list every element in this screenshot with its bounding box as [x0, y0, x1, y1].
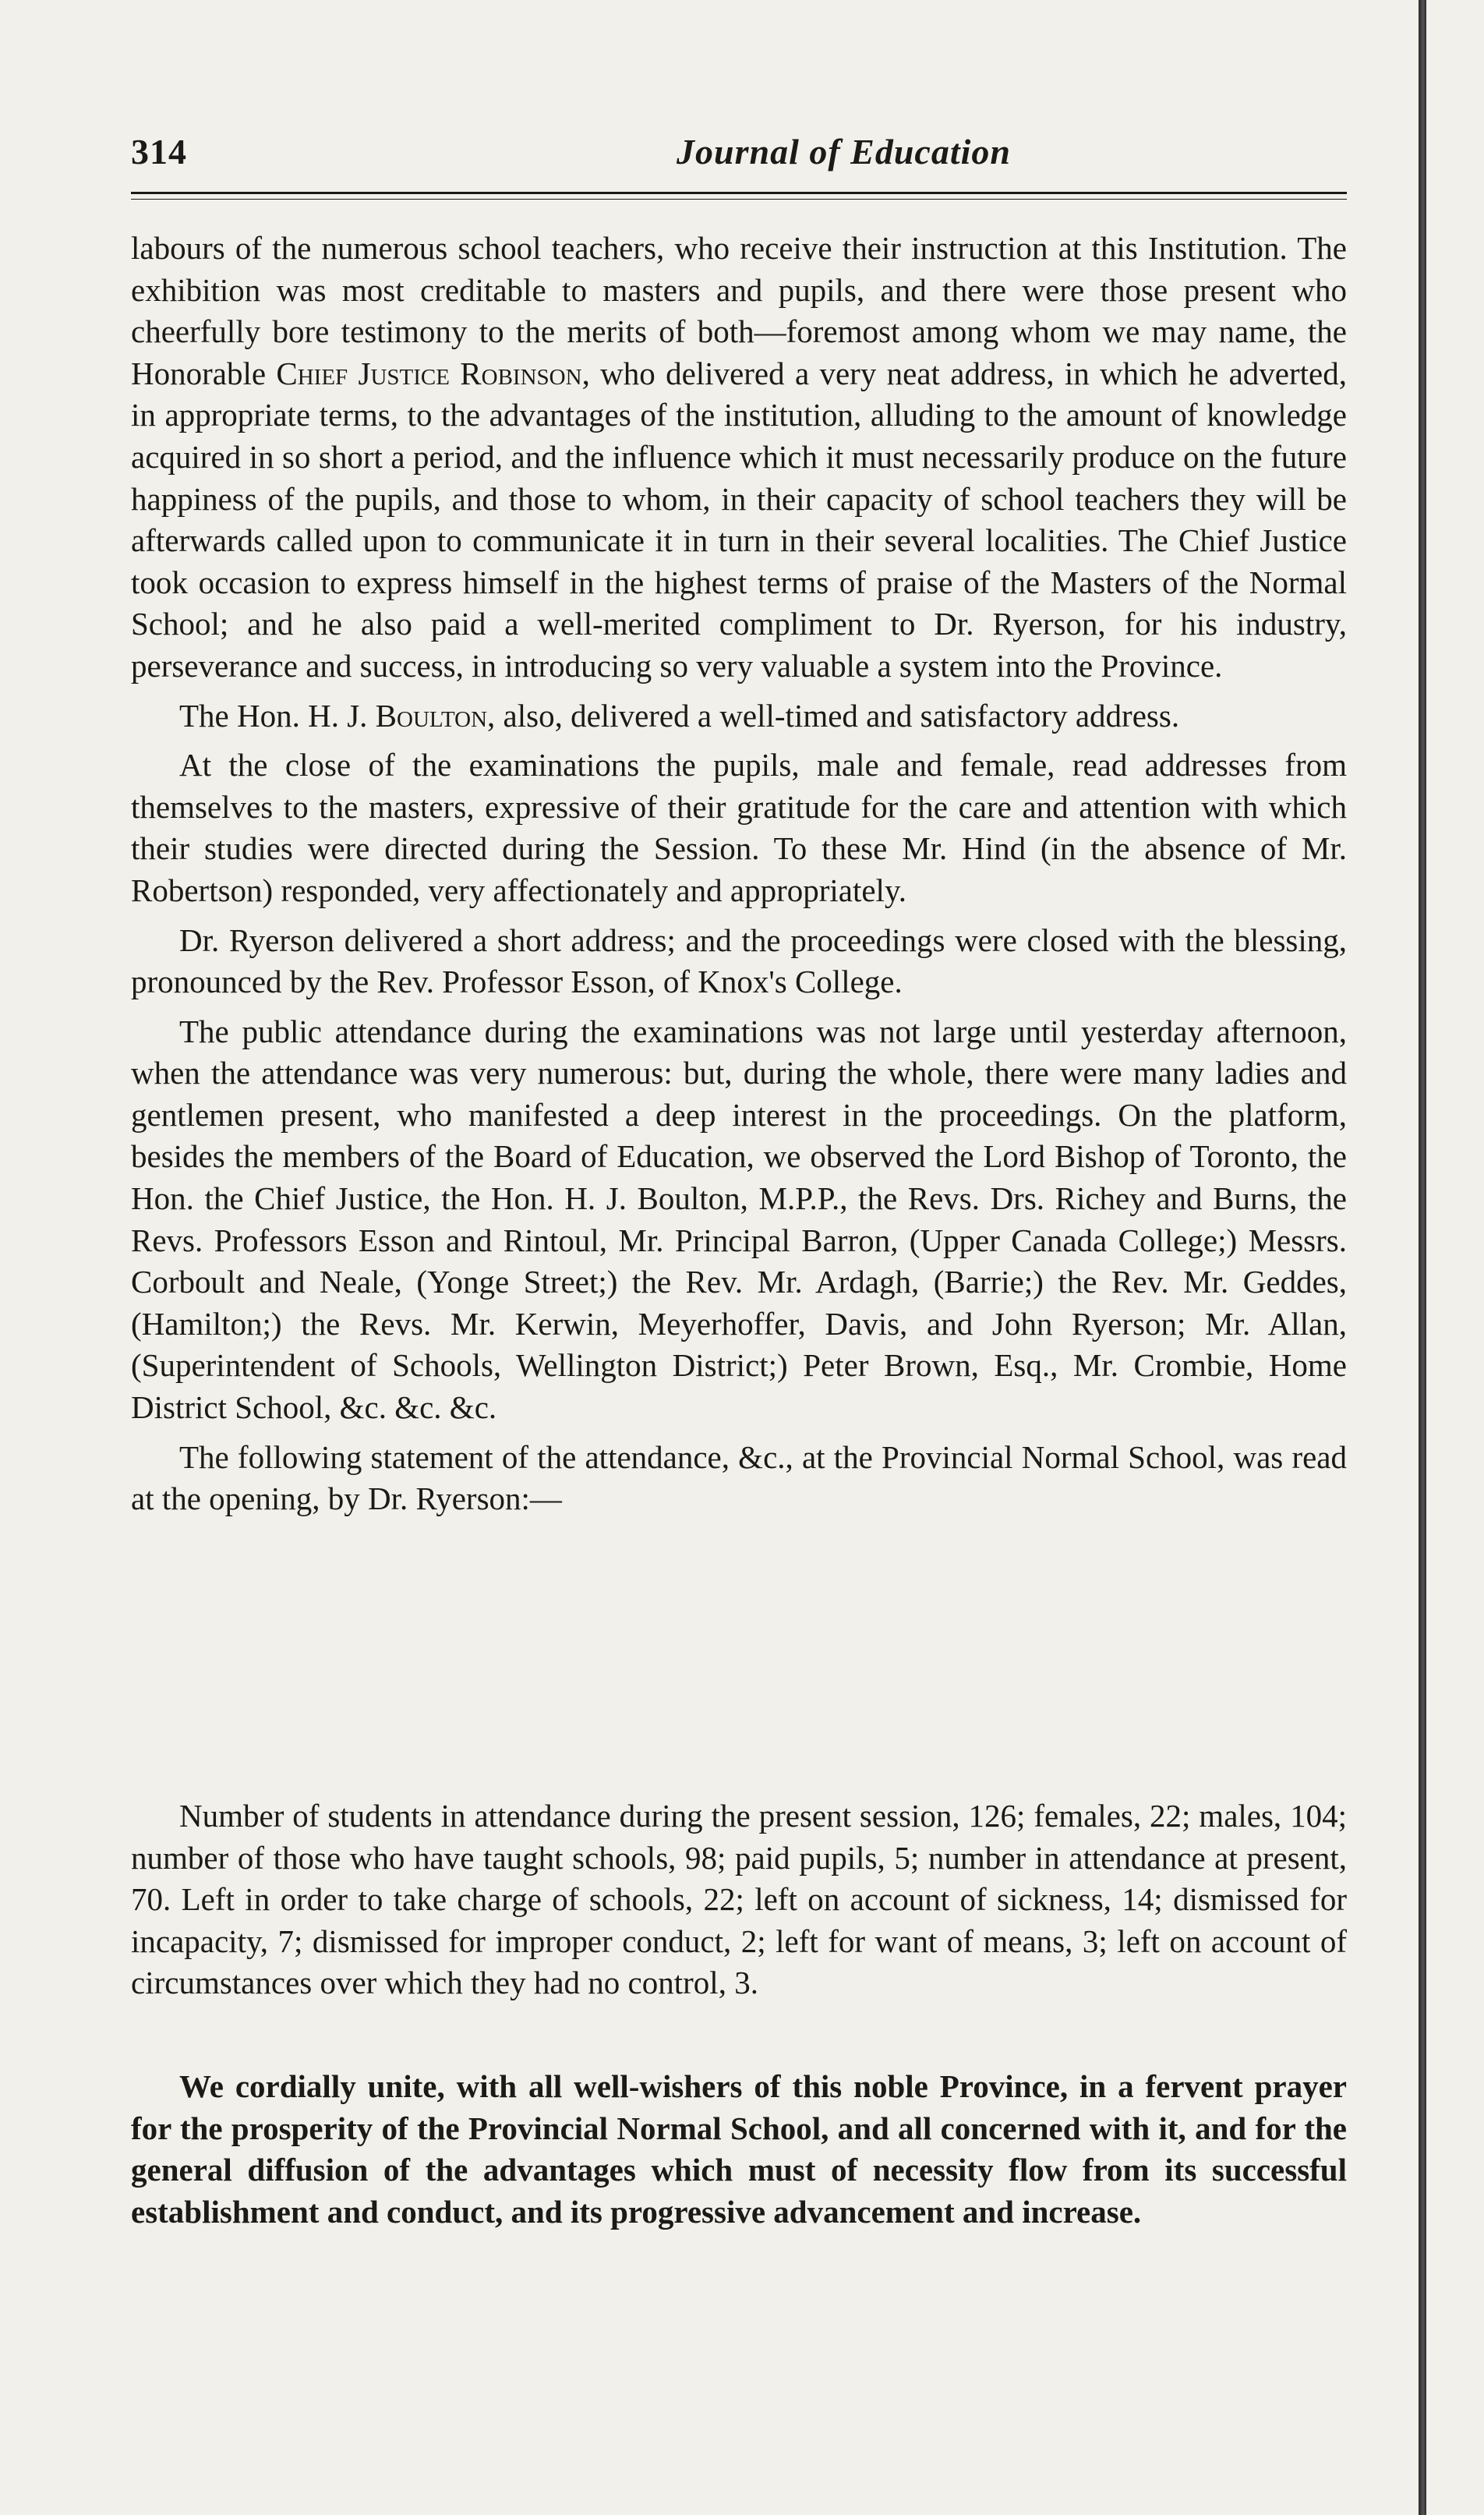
paragraph-1-text: labours of the numerous school teachers, who receive their instruction at this Institution. The exhibition was most creditable to masters and pupils, and there were those present who cheerfully bore testimony to the merits of both—foremost among whom we may name, the Honorable — [131, 230, 1347, 391]
boulton-name: Boulton — [375, 697, 488, 734]
page-edge-line — [1419, 0, 1426, 2515]
header-rule — [131, 192, 1347, 200]
article-body — [131, 228, 1347, 1528]
attendance-statement — [131, 1795, 1347, 2004]
paragraph-2-rest: , also, delivered a well-timed and satisfactory address. — [487, 697, 1180, 734]
closing-paragraph — [131, 2066, 1347, 2233]
paragraph-4: Dr. Ryerson delivered a short address; and the proceedings were closed with the blessing, pronounced by the Rev. Professor Esson, of Knox's College. — [131, 921, 1347, 1000]
paragraph-1-rest: , who delivered a very neat address, in which he adverted, in appropriate terms, to the advantages of the institution, alluding to the amount of knowledge acquired in so short a period, and the influence which it must necessarily produce on the future happiness of the pupils, and those to whom, in their capacity of school teachers they will be afterwards called upon to communicate it in turn in their several localities. The Chief Justice took occasion to express himself in the highest terms of praise of the Masters of the Normal School; and he also paid a well-merited compliment to Dr. Ryerson, for his industry, perseverance and success, in introducing so very valuable a system into the Province. — [131, 355, 1347, 684]
closing-text: We cordially unite, with all well-wishers of this noble Province, in a fervent prayer for the prosperity of the Provincial Normal School, and all concerned with it, and for the general diffusion of the advantages which must of necessity flow from its successful establishment and conduct, and its progressive advancement and increase. — [131, 2068, 1347, 2230]
paragraph-2 — [131, 695, 1347, 738]
page-header — [131, 131, 1347, 178]
paragraph-1 — [131, 228, 1347, 688]
paragraph-3: At the close of the examinations the pupils, male and female, read addresses from themselves to the masters, expressive of their gratitude for the care and attention with which their studies were directed during the Session. To these Mr. Hind (in the absence of Mr. Robertson) responded, very affectionately and appropriately. — [131, 747, 1347, 908]
chief-justice-name: Chief Justice Robinson — [276, 355, 582, 391]
paragraph-6: The following statement of the attendance, &c., at the Provincial Normal School, was read at the opening, by Dr. Ryerson:— — [131, 1438, 1347, 1517]
statement-text: Number of students in attendance during the present session, 126; females, 22; males, 104; number of those who have taught schools, 98; paid pupils, 5; number in attendance at present, 70. Left in order to take charge of schools, 22; left on account of sickness, 14; dismissed for incapacity, 7; dismissed for improper conduct, 2; left for want of means, 3; left on account of circumstances over which they had no control, 3. — [131, 1798, 1347, 2001]
paragraph-5: The public attendance during the examinations was not large until yesterday afternoon, when the attendance was very numerous: but, during the whole, there were many ladies and gentlemen present, who manifested a deep interest in the proceedings. On the platform, besides the members of the Board of Education, we observed the Lord Bishop of Toronto, the Hon. the Chief Justice, the Hon. H. J. Boulton, M.P.P., the Revs. Drs. Richey and Burns, the Revs. Professors Esson and Rintoul, Mr. Principal Barron, (Upper Canada College;) Messrs. Corboult and Neale, (Yonge Street;) the Rev. Mr. Ardagh, (Barrie;) the Rev. Mr. Geddes, (Hamilton;) the Revs. Mr. Kerwin, Meyerhoffer, Davis, and John Ryerson; Mr. Allan, (Superintendent of Schools, Wellington District;) Peter Brown, Esq., Mr. Crombie, Home District School, &c. &c. &c. — [131, 1013, 1347, 1426]
running-title: Journal of Education — [677, 132, 1011, 172]
paragraph-2-start: The Hon. H. J. — [179, 697, 376, 734]
page-number: 314 — [131, 132, 187, 172]
